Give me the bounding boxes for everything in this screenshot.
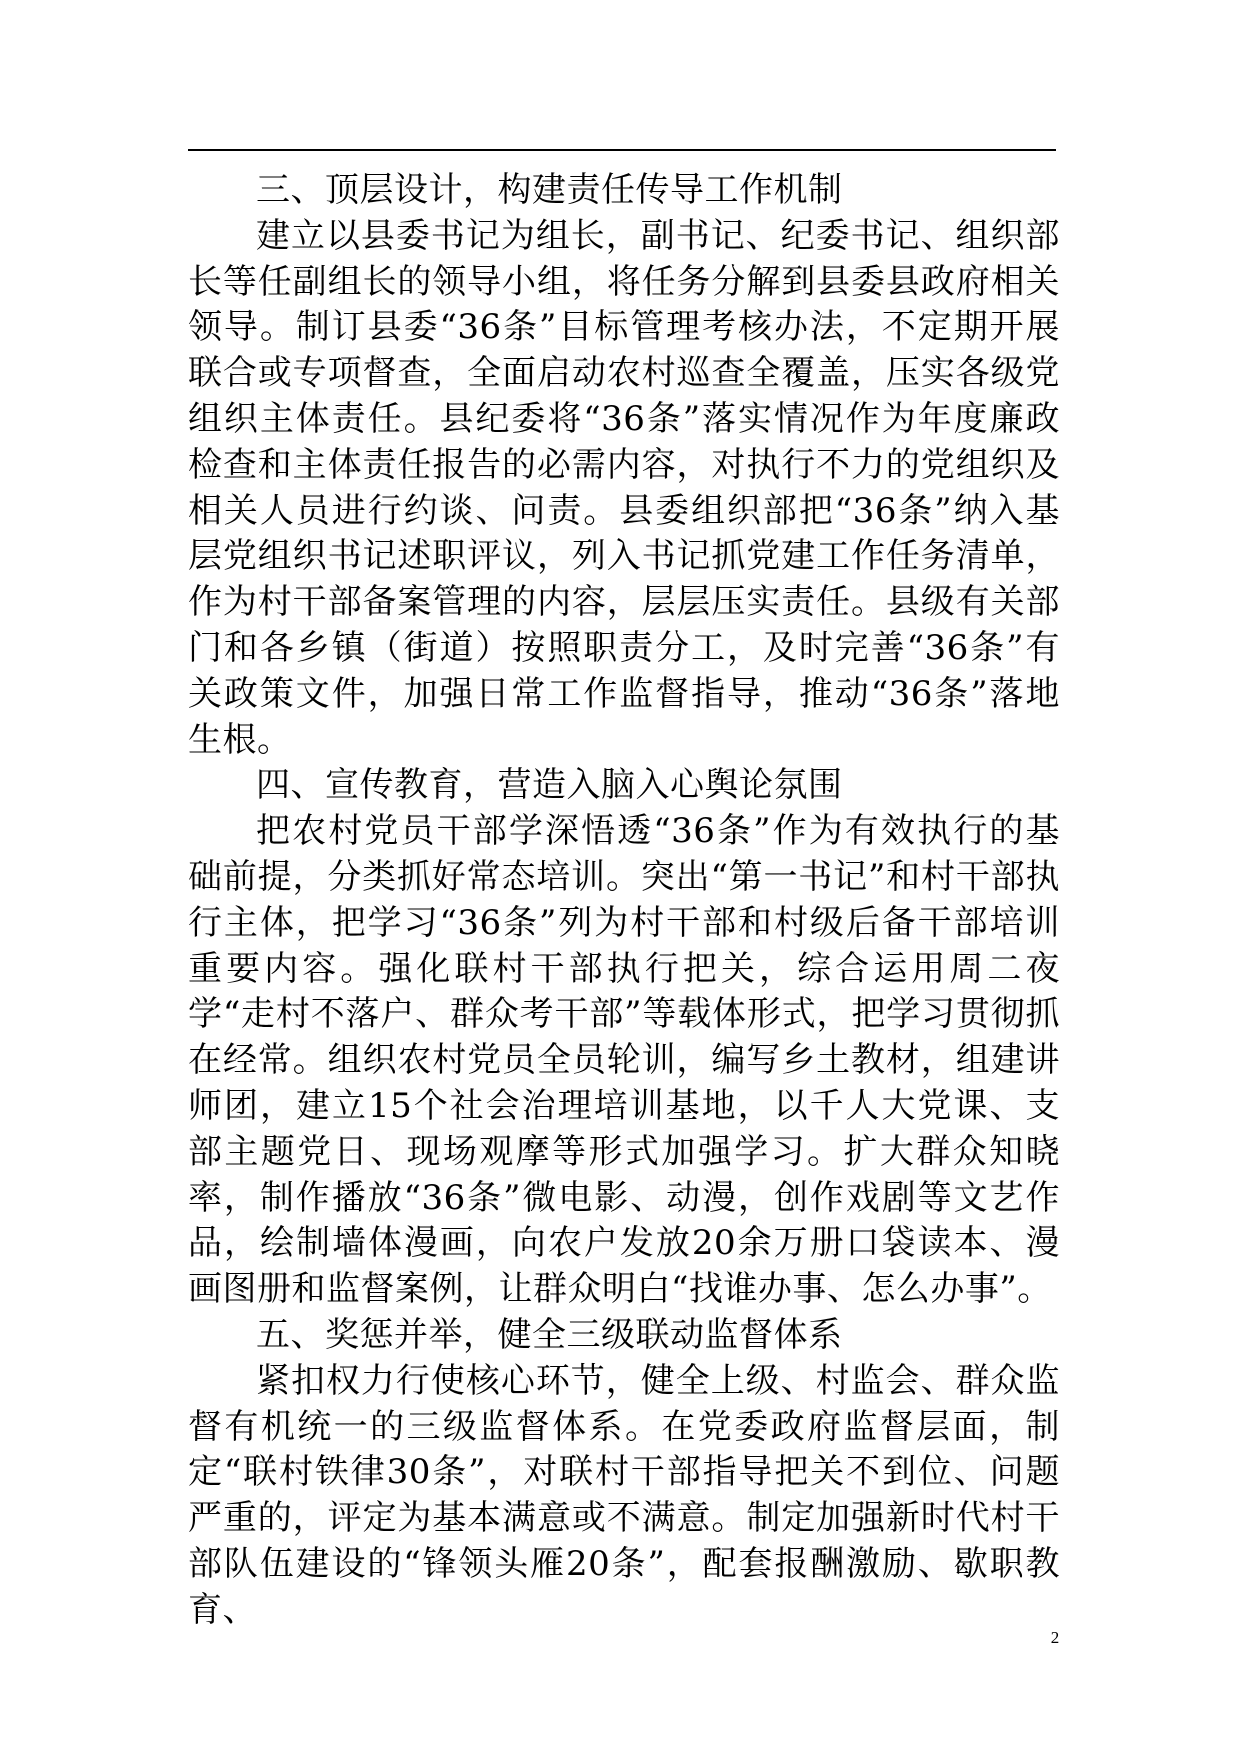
paragraph-publicity-education: 把农村党员干部学深悟透“36条”作为有效执行的基础前提，分类抓好常态培训。突出“第一书记”和村干部执行主体，把学习“36条”列为村干部和村级后备干部培训重要内容。强化联村干部执行把关，综合运用周二夜学“走村不落户、群众考干部”等载体形式，把学习贯彻抓在经常。组织农村党员全员轮训，编写乡土教材，组建讲师团，建立15个社会治理培训基地，以千人大党课、支部主题党日、现场观摩等形式加强学习。扩大群众知晓率，制作播放“36条”微电影、动漫，创作戏剧等文艺作品，绘制墙体漫画，向农户发放20余万册口袋读本、漫画图册和监督案例，让群众明白“找谁办事、怎么办事”。 bbox=[188, 811, 1060, 1310]
paragraph-supervision-system: 紧扣权力行使核心环节，健全上级、村监会、群众监督有机统一的三级监督体系。在党委政府监督层面，制定“联村铁律30条”，对联村干部指导把关不到位、问题严重的，评定为基本满意或不满意。制定加强新时代村干部队伍建设的“锋领头雁20条”，配套报酬激励、歇职教育、 bbox=[188, 1360, 1060, 1630]
header-rule bbox=[188, 149, 1056, 151]
document-body bbox=[188, 168, 1060, 1634]
paragraph-responsibility-mechanism: 建立以县委书记为组长，副书记、纪委书记、组织部长等任副组长的领导小组，将任务分解到县委县政府相关领导。制订县委“36条”目标管理考核办法，不定期开展联合或专项督查，全面启动农村巡查全覆盖，压实各级党组织主体责任。县纪委将“36条”落实情况作为年度廉政检查和主体责任报告的必需内容，对执行不力的党组织及相关人员进行约谈、问责。县委组织部把“36条”纳入基层党组织书记述职评议，列入书记抓党建工作任务清单，作为村干部备案管理的内容，层层压实责任。县级有关部门和各乡镇（街道）按照职责分工，及时完善“36条”有关政策文件，加强日常工作监督指导，推动“36条”落地生根。 bbox=[188, 215, 1060, 760]
page-number: 2 bbox=[1050, 1628, 1060, 1647]
section-heading-5: 五、奖惩并举，健全三级联动监督体系 bbox=[256, 1314, 843, 1355]
section-heading-4: 四、宣传教育，营造入脑入心舆论氛围 bbox=[256, 765, 843, 806]
section-heading-3: 三、顶层设计，构建责任传导工作机制 bbox=[256, 170, 843, 210]
